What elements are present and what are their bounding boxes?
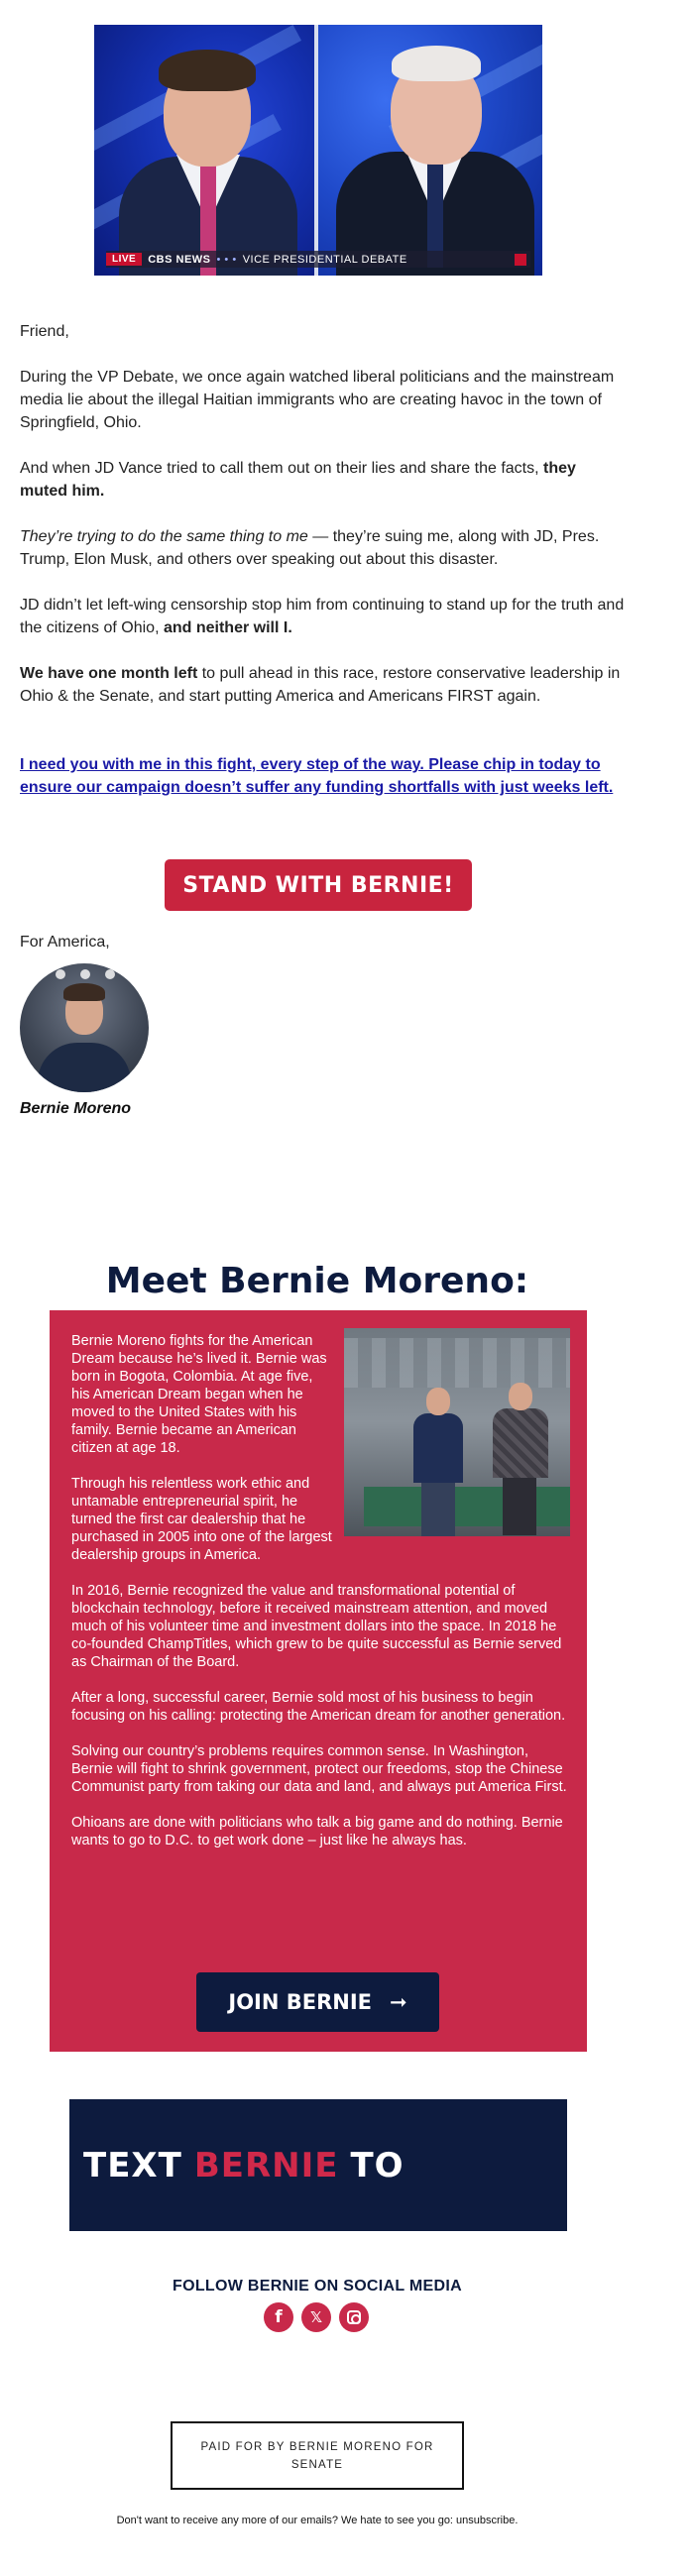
social-links — [264, 2302, 369, 2332]
facebook-icon[interactable]: f — [264, 2302, 293, 2332]
debate-panel-right — [318, 25, 542, 276]
stand-with-bernie-button[interactable]: STAND WITH BERNIE! — [165, 859, 472, 911]
avatar — [20, 963, 149, 1092]
bio-paragraph: Ohioans are done with politicians who talk a big game and do nothing. Bernie wants to go to D.C. to get work done – just like he always has. — [71, 1815, 563, 1848]
banner-word-to: TO — [350, 2145, 405, 2185]
follow-heading: FOLLOW BERNIE ON SOCIAL MEDIA — [173, 2278, 462, 2295]
banner-word-bernie: BERNIE — [193, 2145, 339, 2185]
ticker-separator: • • • — [216, 253, 237, 266]
cta-paragraph — [20, 753, 625, 799]
bio-text — [71, 1332, 567, 1867]
hero-debate-image — [94, 25, 542, 276]
instagram-icon[interactable] — [339, 2302, 369, 2332]
bio-photo — [344, 1328, 570, 1536]
text-bernie-banner[interactable] — [69, 2099, 567, 2231]
bio-paragraph: Through his relentless work ethic and untamable entrepreneurial spirit, he turned the first car dealership that he purchased in 2005 into one of the largest dealership groups in America. — [71, 1476, 332, 1563]
bio-paragraph: Bernie Moreno fights for the American Dream because he’s lived it. Bernie was born in Bogota, Colombia. At age five, his American Dream began when he moved to the United States with his family. Bernie became an American citizen at age 18. — [71, 1333, 327, 1456]
bio-paragraph: In 2016, Bernie recognized the value and transformational potential of blockchain technology, before it received mainstream attention, and moved much of his volunteer time and investment dollars into the space. In 2018 he co-founded ChampTitles, which grew to be quite successful as Bernie served as Chairman of the Board. — [71, 1583, 562, 1670]
unsubscribe-link[interactable]: unsubscribe. — [456, 2515, 519, 2526]
sign-off: For America, — [20, 934, 110, 951]
paragraph-censorship: JD didn’t let left-wing censorship stop him from continuing to stand up for the truth and the citizens of Ohio, and neither will I. — [20, 597, 625, 636]
paragraph-one-month: We have one month left to pull ahead in this race, restore conservative leadership in Ohio & the Senate, and start putting America and Americans FIRST again. — [20, 665, 621, 705]
channel-icon — [515, 254, 526, 266]
paragraph-debate: During the VP Debate, we once again watched liberal politicians and the mainstream media lie about the illegal Haitian immigrants who are creating havoc in the town of Springfield, Ohio. — [20, 369, 615, 431]
donate-link[interactable]: I need you with me in this fight, every step of the way. Please chip in today to ensure our campaign doesn’t suffer any funding shortfalls with just weeks left. — [20, 756, 614, 796]
bio-paragraph: After a long, successful career, Bernie sold most of his business to begin focusing on his calling: protecting the American dream for another generation. — [71, 1690, 566, 1724]
greeting: Friend, — [20, 323, 69, 340]
debate-panel-left — [94, 25, 314, 276]
arrow-right-icon: ➞ — [390, 1990, 407, 2014]
join-label: JOIN BERNIE — [228, 1990, 372, 2014]
paragraph-muted: And when JD Vance tried to call them out on their lies and share the facts, they muted him. — [20, 460, 576, 500]
paid-for-disclaimer: PAID FOR BY BERNIE MORENO FOR SENATE — [171, 2421, 464, 2490]
news-ticker — [106, 251, 530, 268]
unsubscribe-note: Don't want to receive any more of our emails? We hate to see you go: unsubscribe. — [116, 2515, 519, 2526]
network-logo-text: CBS NEWS — [148, 253, 211, 266]
live-badge: LIVE — [106, 253, 142, 266]
ticker-title: VICE PRESIDENTIAL DEBATE — [242, 253, 407, 266]
x-twitter-icon[interactable]: 𝕏 — [301, 2302, 331, 2332]
bio-paragraph: Solving our country’s problems requires common sense. In Washington, Bernie will fight to shrink government, protect our freedoms, stop the Chinese Communist party from taking our data and land, and always put America First. — [71, 1743, 567, 1795]
paragraph-suing: They’re trying to do the same thing to me — they’re suing me, along with JD, Pres. Trump, Elon Musk, and others over speaking out about this disaster. — [20, 528, 600, 568]
avatar-background-lights — [56, 969, 115, 983]
bio-box — [50, 1310, 587, 2052]
meet-title: Meet Bernie Moreno: — [105, 1261, 529, 1301]
join-bernie-button[interactable] — [196, 1972, 439, 2032]
banner-word-text: TEXT — [83, 2145, 182, 2185]
signature: Bernie Moreno — [20, 1100, 132, 1117]
